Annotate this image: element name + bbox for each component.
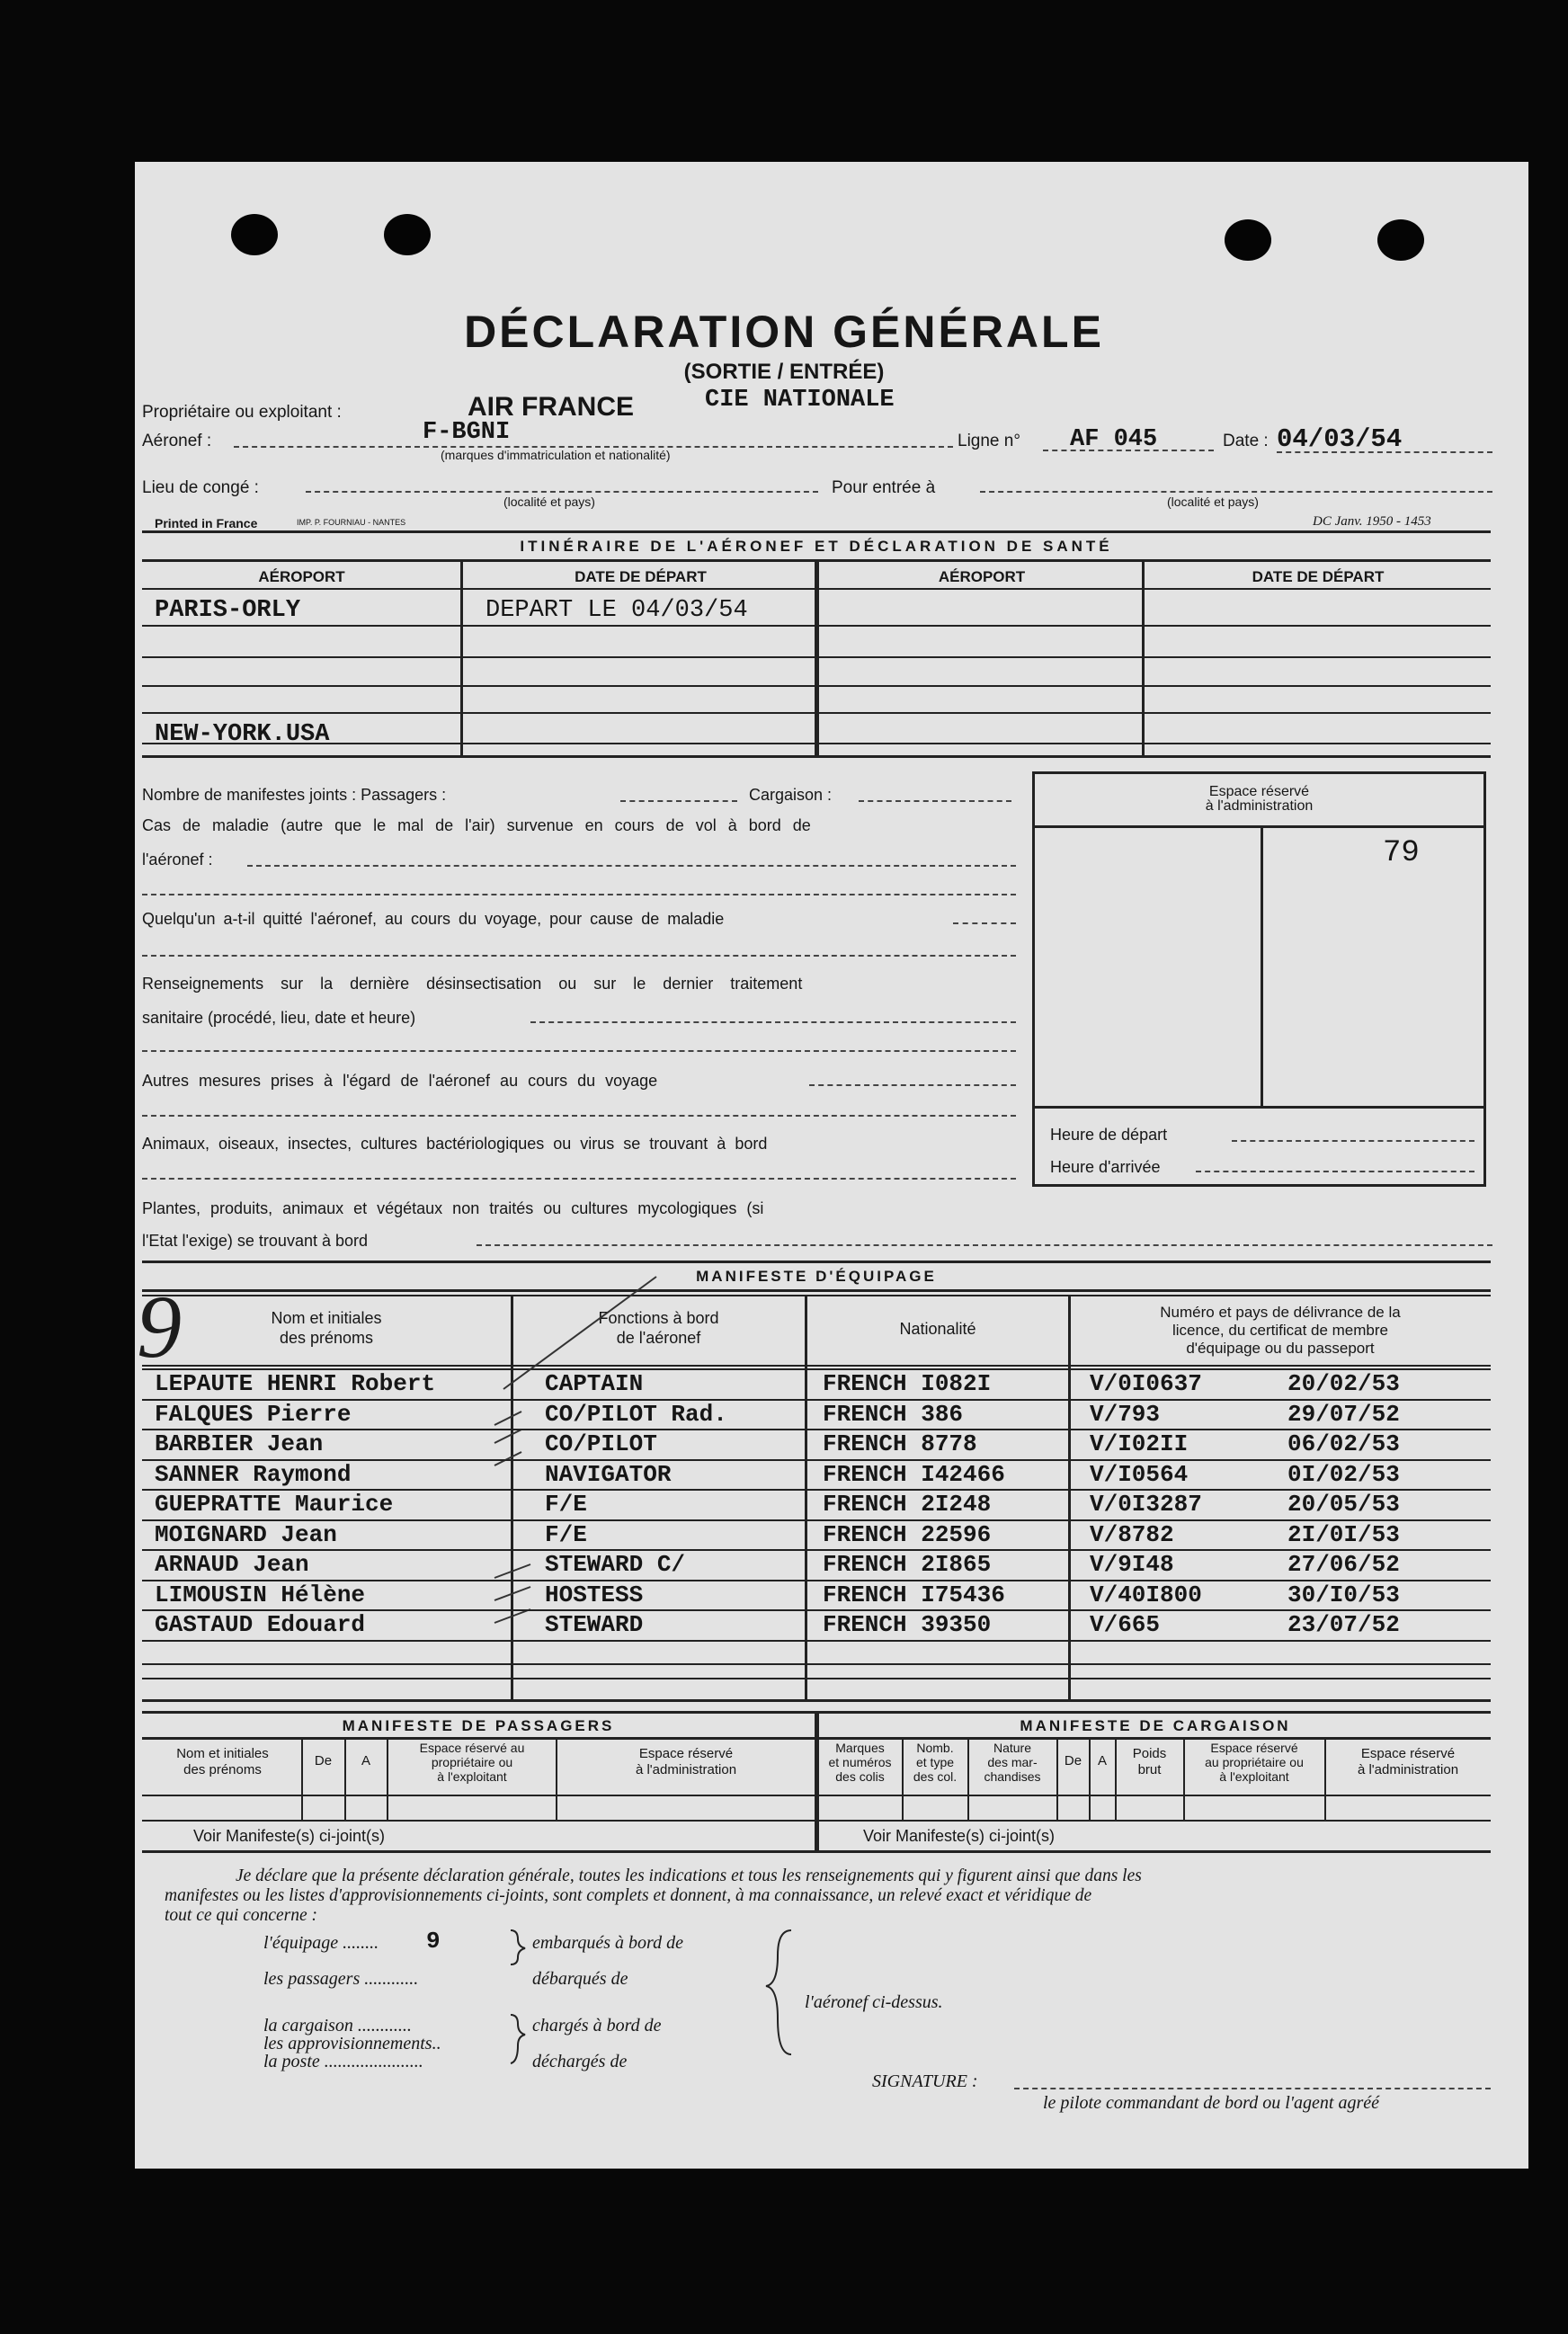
crew-name: LIMOUSIN Hélène: [155, 1581, 366, 1608]
animals-line: Animaux, oiseaux, insectes, cultures bactériologiques ou virus se trouvant à bord: [142, 1135, 768, 1153]
crew-name: FALQUES Pierre: [155, 1400, 352, 1428]
crew-function: CO/PILOT: [545, 1430, 657, 1457]
illness-line-2: l'aéronef :: [142, 851, 213, 869]
entry-label: Pour entrée à: [832, 478, 936, 497]
owner-printed: AIR FRANCE: [468, 392, 634, 422]
illness-line-1: Cas de maladie (autre que le mal de l'air) survenue en cours de vol à bord de: [142, 816, 811, 834]
printed-in: Printed in France: [155, 516, 258, 530]
itinerary-col-date-2: DATE DE DÉPART: [1252, 568, 1385, 585]
cargo-col-count-2: et type: [915, 1755, 955, 1769]
crew-licence: V/793: [1090, 1400, 1161, 1428]
passengers-see-manifest: Voir Manifeste(s) ci-joint(s): [193, 1827, 386, 1845]
admin-box-title-2: à l'administration: [1205, 798, 1314, 814]
decl-aircraft: l'aéronef ci-dessus.: [805, 1992, 943, 2012]
decl-passengers: les passagers ............: [263, 1969, 419, 1989]
disinsection-line-2: sanitaire (procédé, lieu, date et heure): [142, 1009, 416, 1027]
entry-hint: (localité et pays): [1167, 494, 1259, 509]
punch-hole: [1225, 219, 1271, 261]
crew-nationality: FRENCH I082I: [823, 1370, 992, 1397]
cargo-col-weight-1: Poids: [1132, 1746, 1167, 1761]
decl-crew: l'équipage ........: [263, 1933, 379, 1953]
crew-licence: V/9I48: [1090, 1551, 1174, 1578]
plants-line-2: l'Etat l'exige) se trouvant à bord: [142, 1232, 369, 1250]
crew-function: STEWARD C/: [545, 1551, 686, 1578]
crew-col-licence-2: licence, du certificat de membre: [1172, 1322, 1388, 1339]
plants-line-1: Plantes, produits, animaux et végétaux non traités ou cultures mycologiques (si: [142, 1199, 764, 1217]
crew-function: HOSTESS: [545, 1581, 644, 1608]
itinerary-heading: ITINÉRAIRE DE L'AÉRONEF ET DÉCLARATION DE SANTÉ: [520, 538, 1113, 555]
cargo-col-count-3: des col.: [913, 1769, 958, 1784]
crew-handwritten-mark: 9: [137, 1277, 182, 1376]
crew-col-name-1: Nom et initiales: [271, 1309, 382, 1327]
crew-col-licence-3: d'équipage ou du passeport: [1186, 1340, 1375, 1357]
crew-licence-date: 0I/02/53: [1287, 1460, 1400, 1488]
punch-hole: [231, 214, 278, 255]
crew-function: STEWARD: [545, 1611, 644, 1638]
crew-col-function-1: Fonctions à bord: [598, 1309, 719, 1327]
cargo-col-marks-2: et numéros: [828, 1755, 892, 1769]
aircraft-hint: (marques d'immatriculation et nationalité): [441, 448, 671, 462]
cargo-col-owner-2: au propriétaire ou: [1205, 1755, 1304, 1769]
disinsection-line-1: Renseignements sur la dernière désinsectisation ou sur le dernier traitement: [142, 975, 803, 993]
decl-disembarked: débarqués de: [532, 1969, 628, 1989]
cargo-col-owner-1: Espace réservé: [1210, 1741, 1298, 1755]
crew-nationality: FRENCH I42466: [823, 1460, 1005, 1488]
aircraft-label: Aéronef :: [142, 432, 212, 450]
cargo-col-nature-1: Nature: [993, 1741, 1032, 1755]
crew-nationality: FRENCH 386: [823, 1400, 964, 1428]
crew-col-function-2: de l'aéronef: [616, 1329, 701, 1347]
crew-licence-date: 20/02/53: [1287, 1370, 1400, 1397]
crew-nationality: FRENCH 22596: [823, 1520, 992, 1548]
crew-nationality: FRENCH 2I865: [823, 1551, 992, 1578]
arrival-time-label: Heure d'arrivée: [1050, 1158, 1161, 1176]
admin-reserved-box: [1032, 771, 1486, 1187]
decl-crew-count: 9: [426, 1928, 441, 1955]
crew-name: GUEPRATTE Maurice: [155, 1491, 394, 1518]
pass-col-owner-1: Espace réservé au: [419, 1741, 525, 1755]
punch-hole: [384, 214, 431, 255]
date-label: Date :: [1223, 432, 1269, 450]
pass-col-from: De: [314, 1753, 333, 1768]
crew-col-name-2: des prénoms: [279, 1329, 374, 1347]
declaration-line-2: manifestes ou les listes d'approvisionnements ci-joints, sont complets et donnent, à ma connaissance, un relevé exact et véridique de: [165, 1886, 1092, 1905]
crew-licence-date: 20/05/53: [1287, 1491, 1400, 1518]
crew-name: ARNAUD Jean: [155, 1551, 309, 1578]
cargo-heading: MANIFESTE DE CARGAISON: [1020, 1717, 1291, 1734]
decl-cargo: la cargaison ............: [263, 2016, 412, 2036]
crew-function: F/E: [545, 1520, 587, 1548]
crew-name: SANNER Raymond: [155, 1460, 352, 1488]
crew-licence-date: 30/I0/53: [1287, 1581, 1400, 1608]
pass-col-owner-3: à l'exploitant: [437, 1769, 507, 1784]
crew-licence-date: 06/02/53: [1287, 1430, 1400, 1457]
manifests-label: Nombre de manifestes joints : Passagers :: [142, 786, 447, 804]
form-code: DC Janv. 1950 - 1453: [1313, 514, 1431, 529]
crew-licence-date: 2I/0I/53: [1287, 1520, 1400, 1548]
crew-licence: V/8782: [1090, 1520, 1174, 1548]
crew-licence: V/0I3287: [1090, 1491, 1202, 1518]
admin-box-title-1: Espace réservé: [1208, 784, 1310, 799]
date-value: 04/03/54: [1277, 424, 1403, 454]
crew-licence-date: 23/07/52: [1287, 1611, 1400, 1638]
crew-licence-date: 27/06/52: [1287, 1551, 1400, 1578]
form-subtitle: (SORTIE / ENTRÉE): [683, 360, 885, 384]
itinerary-col-date: DATE DE DÉPART: [575, 568, 707, 585]
cargo-see-manifest: Voir Manifeste(s) ci-joint(s): [863, 1827, 1056, 1845]
cargo-col-admin-1: Espace réservé: [1360, 1746, 1456, 1761]
crew-name: GASTAUD Edouard: [155, 1611, 366, 1638]
pass-col-owner-2: propriétaire ou: [431, 1755, 513, 1769]
crew-licence: V/665: [1090, 1611, 1161, 1638]
cargo-label: Cargaison :: [749, 786, 833, 804]
declaration-line-1: Je déclare que la présente déclaration générale, toutes les indications et tous les renseignements qui y figurent ainsi que dans les: [236, 1866, 1142, 1885]
crew-licence: V/40I800: [1090, 1581, 1202, 1608]
pass-col-admin-1: Espace réservé: [638, 1746, 734, 1761]
crew-licence-date: 29/07/52: [1287, 1400, 1400, 1428]
itinerary-origin: PARIS-ORLY: [155, 597, 301, 624]
table-row-divider: [142, 1640, 1491, 1642]
line-value: AF 045: [1070, 426, 1158, 453]
declaration-line-3: tout ce qui concerne :: [165, 1906, 318, 1925]
crew-nationality: FRENCH 2I248: [823, 1491, 992, 1518]
departure-place-label: Lieu de congé :: [142, 478, 259, 497]
cargo-col-owner-3: à l'exploitant: [1219, 1769, 1289, 1784]
signature-label: SIGNATURE :: [872, 2071, 978, 2091]
itinerary-col-airport-2: AÉROPORT: [938, 568, 1026, 585]
cargo-col-nature-3: chandises: [984, 1769, 1041, 1784]
punch-hole: [1377, 219, 1424, 261]
cargo-col-marks-1: Marques: [835, 1741, 885, 1755]
decl-supplies: les approvisionnements..: [263, 2034, 441, 2053]
cargo-col-marks-3: des colis: [835, 1769, 885, 1784]
crew-function: F/E: [545, 1491, 587, 1518]
pass-col-name-2: des prénoms: [183, 1762, 262, 1777]
crew-function: CO/PILOT Rad.: [545, 1400, 727, 1428]
owner-typed: CIE NATIONALE: [705, 387, 895, 414]
crew-name: MOIGNARD Jean: [155, 1520, 337, 1548]
itinerary-destination: NEW-YORK.USA: [155, 721, 330, 748]
cargo-col-to: A: [1097, 1753, 1107, 1768]
cargo-col-count-1: Nomb.: [916, 1741, 954, 1755]
crew-heading: MANIFESTE D'ÉQUIPAGE: [696, 1268, 937, 1285]
pass-col-name-1: Nom et initiales: [176, 1746, 269, 1761]
crew-licence: V/0I0637: [1090, 1370, 1202, 1397]
crew-licence: V/I02II: [1090, 1430, 1189, 1457]
departure-time-label: Heure de départ: [1050, 1126, 1168, 1144]
left-aircraft-question: Quelqu'un a-t-il quitté l'aéronef, au cours du voyage, pour cause de maladie: [142, 910, 725, 928]
crew-name: BARBIER Jean: [155, 1430, 324, 1457]
cargo-col-nature-2: des mar-: [987, 1755, 1038, 1769]
admin-box-number: 79: [1383, 836, 1420, 870]
crew-nationality: FRENCH 39350: [823, 1611, 992, 1638]
decl-embarked: embarqués à bord de: [532, 1933, 683, 1953]
departure-place-hint: (localité et pays): [503, 494, 595, 509]
crew-licence: V/I0564: [1090, 1460, 1189, 1488]
decl-loaded: chargés à bord de: [532, 2016, 662, 2036]
crew-function: CAPTAIN: [545, 1370, 644, 1397]
line-label: Ligne n°: [958, 432, 1020, 450]
owner-label: Propriétaire ou exploitant :: [142, 403, 342, 422]
crew-col-licence-1: Numéro et pays de délivrance de la: [1160, 1304, 1401, 1321]
crew-function: NAVIGATOR: [545, 1460, 672, 1488]
crew-col-nationality: Nationalité: [899, 1320, 976, 1338]
cargo-col-weight-2: brut: [1137, 1762, 1162, 1777]
aircraft-value: F-BGNI: [423, 419, 511, 446]
cargo-col-from: De: [1064, 1753, 1082, 1768]
crew-nationality: FRENCH I75436: [823, 1581, 1005, 1608]
crew-name: LEPAUTE HENRI Robert: [155, 1370, 436, 1397]
itinerary-departure: DEPART LE 04/03/54: [486, 597, 748, 624]
pass-col-admin-2: à l'administration: [635, 1762, 737, 1777]
crew-nationality: FRENCH 8778: [823, 1430, 977, 1457]
decl-mail: la poste ......................: [263, 2052, 423, 2071]
pass-col-to: A: [361, 1753, 370, 1768]
cargo-col-admin-2: à l'administration: [1357, 1762, 1459, 1777]
decl-unloaded: déchargés de: [532, 2052, 628, 2071]
signer-label: le pilote commandant de bord ou l'agent agréé: [1043, 2093, 1380, 2113]
other-measures: Autres mesures prises à l'égard de l'aéronef au cours du voyage: [142, 1072, 658, 1090]
printer: IMP. P. FOURNIAU - NANTES: [297, 518, 406, 527]
form-title: DÉCLARATION GÉNÉRALE: [464, 307, 1104, 357]
itinerary-col-airport: AÉROPORT: [258, 568, 345, 585]
passengers-heading: MANIFESTE DE PASSAGERS: [342, 1717, 615, 1734]
